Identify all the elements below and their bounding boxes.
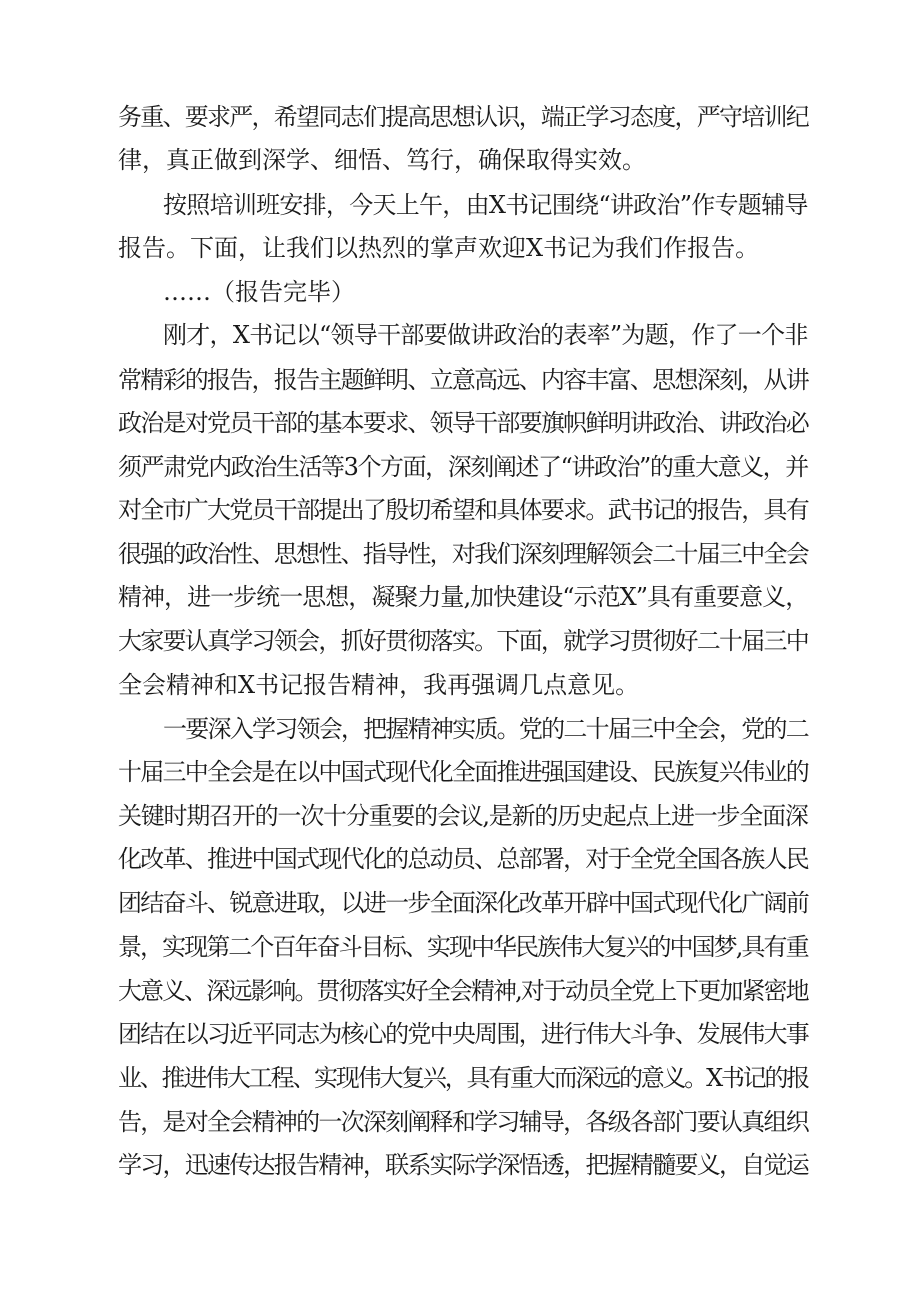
text-line: 务重、要求严，希望同志们提高思想认识，端正学习态度，严守培训纪 [118, 103, 808, 131]
text-line: 按照培训班安排，今天上午，由X书记围绕“讲政治”作专题辅导 [163, 191, 808, 219]
text-line: 刚才，X书记以“领导干部要做讲政治的表率”为题，作了一个非 [163, 321, 808, 349]
text-line: 告，是对全会精神的一次深刻阐释和学习辅导，各级各部门要认真组织 [118, 1108, 808, 1136]
text-line: 须严肃党内政治生活等3个方面，深刻阐述了“讲政治”的重大意义，并 [118, 453, 808, 481]
text-line: 律，真正做到深学、细悟、笃行，确保取得实效。 [118, 146, 646, 174]
text-line: 全会精神和X书记报告精神，我再强调几点意见。 [118, 671, 640, 699]
text-line: 精神，进一步统一思想，凝聚力量,加快建设“示范X”具有重要意义， [118, 583, 809, 611]
text-line: 常精彩的报告，报告主题鲜明、立意高远、内容丰富、思想深刻，从讲 [118, 366, 808, 394]
text-line: ……（报告完毕） [163, 278, 355, 306]
text-line: 政治是对党员干部的基本要求、领导干部要旗帜鲜明讲政治、讲政治必 [118, 409, 808, 437]
text-line: 团结在以习近平同志为核心的党中央周围，进行伟大斗争、发展伟大事 [118, 1020, 808, 1048]
text-line: 团结奋斗、锐意进取，以进一步全面深化改革开辟中国式现代化广阔前 [118, 889, 808, 917]
text-line: 学习，迅速传达报告精神，联系实际学深悟透，把握精髓要义，自觉运 [118, 1151, 808, 1179]
text-line: 化改革、推进中国式现代化的总动员、总部署，对于全党全国各族人民 [118, 845, 808, 873]
text-line: 十届三中全会是在以中国式现代化全面推进强国建设、民族复兴伟业的 [118, 758, 808, 786]
text-line: 对全市广大党员干部提出了殷切希望和具体要求。武书记的报告，具有 [118, 496, 808, 524]
text-line: 一要深入学习领会，把握精神实质。党的二十届三中全会，党的二 [163, 715, 808, 743]
text-line: 景，实现第二个百年奋斗目标、实现中华民族伟大复兴的中国梦,具有重 [118, 933, 808, 961]
text-line: 很强的政治性、思想性、指导性，对我们深刻理解领会二十届三中全会 [118, 540, 808, 568]
text-line: 大家要认真学习领会，抓好贯彻落实。下面，就学习贯彻好二十届三中 [118, 627, 808, 655]
text-line: 大意义、深远影响。贯彻落实好全会精神,对于动员全党上下更加紧密地 [118, 977, 808, 1005]
text-line: 关键时期召开的一次十分重要的会议,是新的历史起点上进一步全面深 [118, 802, 808, 830]
text-line: 报告。下面，让我们以热烈的掌声欢迎X书记为我们作报告。 [118, 234, 760, 262]
text-line: 业、推进伟大工程、实现伟大复兴，具有重大而深远的意义。X书记的报 [118, 1064, 809, 1092]
